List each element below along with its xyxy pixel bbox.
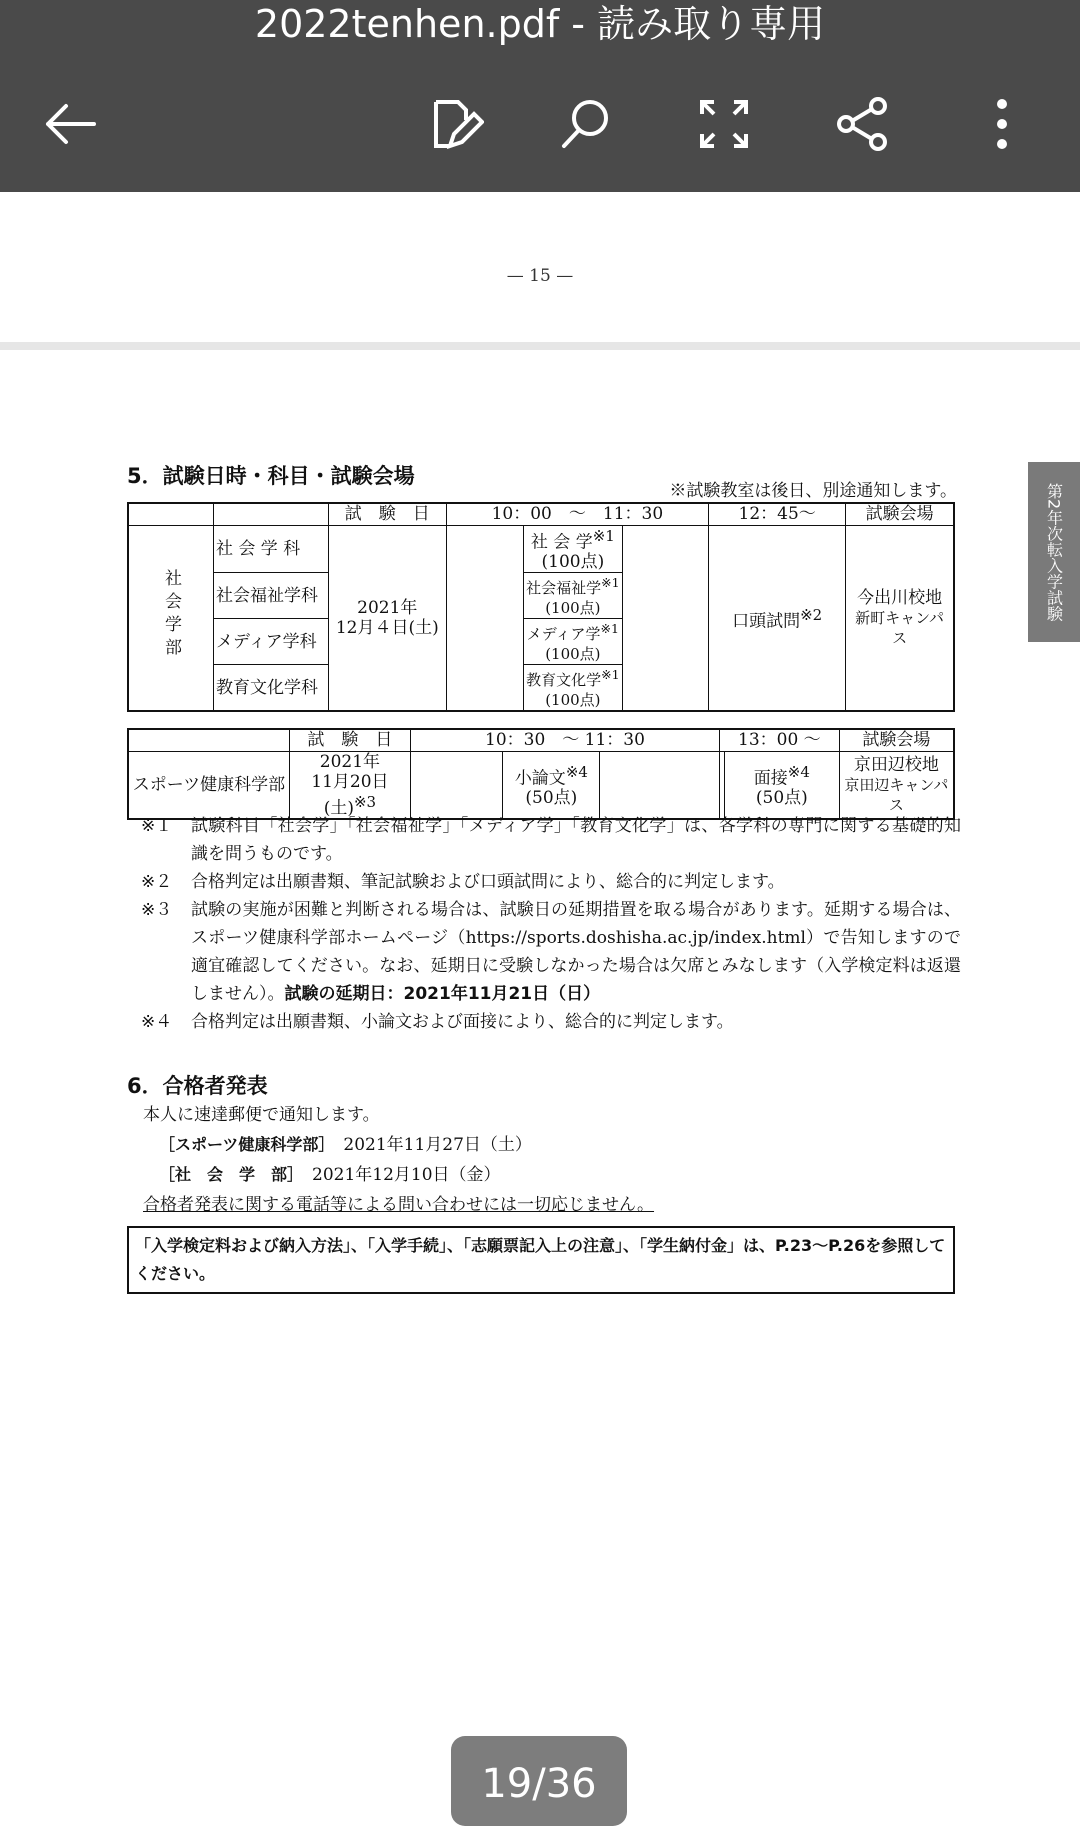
section6-intro: 本人に速達郵便で通知します。 [143, 1105, 380, 1125]
faculty-cell: 社会学部 [128, 525, 214, 711]
page-indicator: 19/36 [451, 1736, 627, 1826]
edit-button[interactable] [416, 86, 492, 162]
search-button[interactable] [548, 86, 624, 162]
header-date: 試 験 日 [289, 729, 410, 751]
note-item: ※２ 合格判定は出願書類、筆記試験および口頭試問により、総合的に判定します。 [141, 872, 785, 892]
note-item: ※４ 合格判定は出願書類、小論文および面接により、総合的に判定します。 [141, 1012, 734, 1032]
side-tab-text: 第2年次転入学試験 [1044, 482, 1064, 622]
fullscreen-icon [694, 94, 754, 154]
section5-note: ※試験教室は後日、別途通知します。 [669, 481, 957, 501]
share-icon [832, 94, 892, 154]
header-date: 試 験 日 [329, 503, 447, 525]
note-item: ※１ 試験科目「社会学」「社会福祉学」「メディア学」「教育文化学」は、各学科の専門に関する基礎的知識を問うものです。 [141, 816, 961, 864]
more-button[interactable] [964, 86, 1040, 162]
more-icon [972, 94, 1032, 154]
venue-cell: 京田辺校地 京田辺キャンパス [839, 751, 954, 819]
back-arrow-icon [40, 94, 100, 154]
department-cell: 教育文化学科 [214, 665, 329, 712]
date-cell: 2021年 12月４日(土) [329, 525, 447, 711]
schedule-table-sociology [127, 502, 955, 712]
department-cell: 社 会 学 科 [214, 525, 329, 573]
pdf-page-content [127, 460, 961, 1283]
toolbar [0, 0, 1080, 192]
subject-cell: 社 会 学$^{※1}$ (100点) [523, 525, 622, 573]
search-icon [556, 94, 616, 154]
section6 [127, 1070, 957, 1220]
subject-cell: 教育文化学$^{※1}$ (100点) [523, 665, 622, 712]
section6-title: 6．合格者発表 [127, 1074, 268, 1098]
oral-exam-cell: 口頭試問$^{※2}$ [709, 525, 846, 711]
subject-cell: 社会福祉学$^{※1}$ (100点) [523, 573, 622, 619]
essay-cell: 小論文$^{※4}$ (50点) [503, 751, 600, 819]
faculty-cell: スポーツ健康科学部 [128, 751, 289, 819]
announcement-row: ［スポーツ健康科学部］ 2021年11月27日（土） [159, 1135, 532, 1155]
back-button[interactable] [32, 86, 108, 162]
header-time1: 10：00 ～ 11：30 [446, 503, 709, 525]
header-time1: 10：30 ～ 11：30 [410, 729, 719, 751]
section6-warning: 合格者発表に関する電話等による問い合わせには一切応じません。 [143, 1195, 655, 1215]
department-cell: メディア学科 [214, 619, 329, 665]
schedule-table-sports [127, 728, 955, 820]
section5-notes [141, 812, 961, 1036]
venue-cell: 今出川校地 新町キャンパス [846, 525, 954, 711]
edit-icon [424, 94, 484, 154]
interview-cell: 面接$^{※4}$ (50点) [725, 751, 840, 819]
page-separator [0, 342, 1080, 350]
announcement-row: ［社 会 学 部］ 2021年12月10日（金） [159, 1165, 501, 1185]
header-venue: 試験会場 [839, 729, 954, 751]
fullscreen-button[interactable] [686, 86, 762, 162]
department-cell: 社会福祉学科 [214, 573, 329, 619]
share-button[interactable] [824, 86, 900, 162]
header-time2: 12：45～ [709, 503, 846, 525]
note-item: ※３ 試験の実施が困難と判断される場合は、試験日の延期措置を取る場合があります。延期する場合は、スポーツ健康科学部ホームページ（https://sports.doshisha.ac.jp/index.html）で告知しますので適宜確認してください。なお、延期日に受験しなかった場合は欠席とみなします（入学検定料は返還しません）。試験の延期日：2021年11月21日（日） [141, 900, 961, 1004]
previous-page-number: — 15 — [506, 266, 574, 286]
reference-box: 「入学検定料および納入方法」、「入学手続」、「志願票記入上の注意」、「学生納付金」は、P.23〜P.26を参照してください。 [127, 1226, 955, 1294]
section5-title: 5．試験日時・科目・試験会場 [127, 464, 415, 488]
date-cell: 2021年 11月20日(土)$^{※3}$ [289, 751, 410, 819]
side-index-tab [1028, 462, 1080, 642]
subject-cell: メディア学$^{※1}$ (100点) [523, 619, 622, 665]
app-title: 2022tenhen.pdf - 読み取り専用 [254, 2, 826, 46]
header-venue: 試験会場 [846, 503, 954, 525]
header-time2: 13：00 ～ [720, 729, 840, 751]
